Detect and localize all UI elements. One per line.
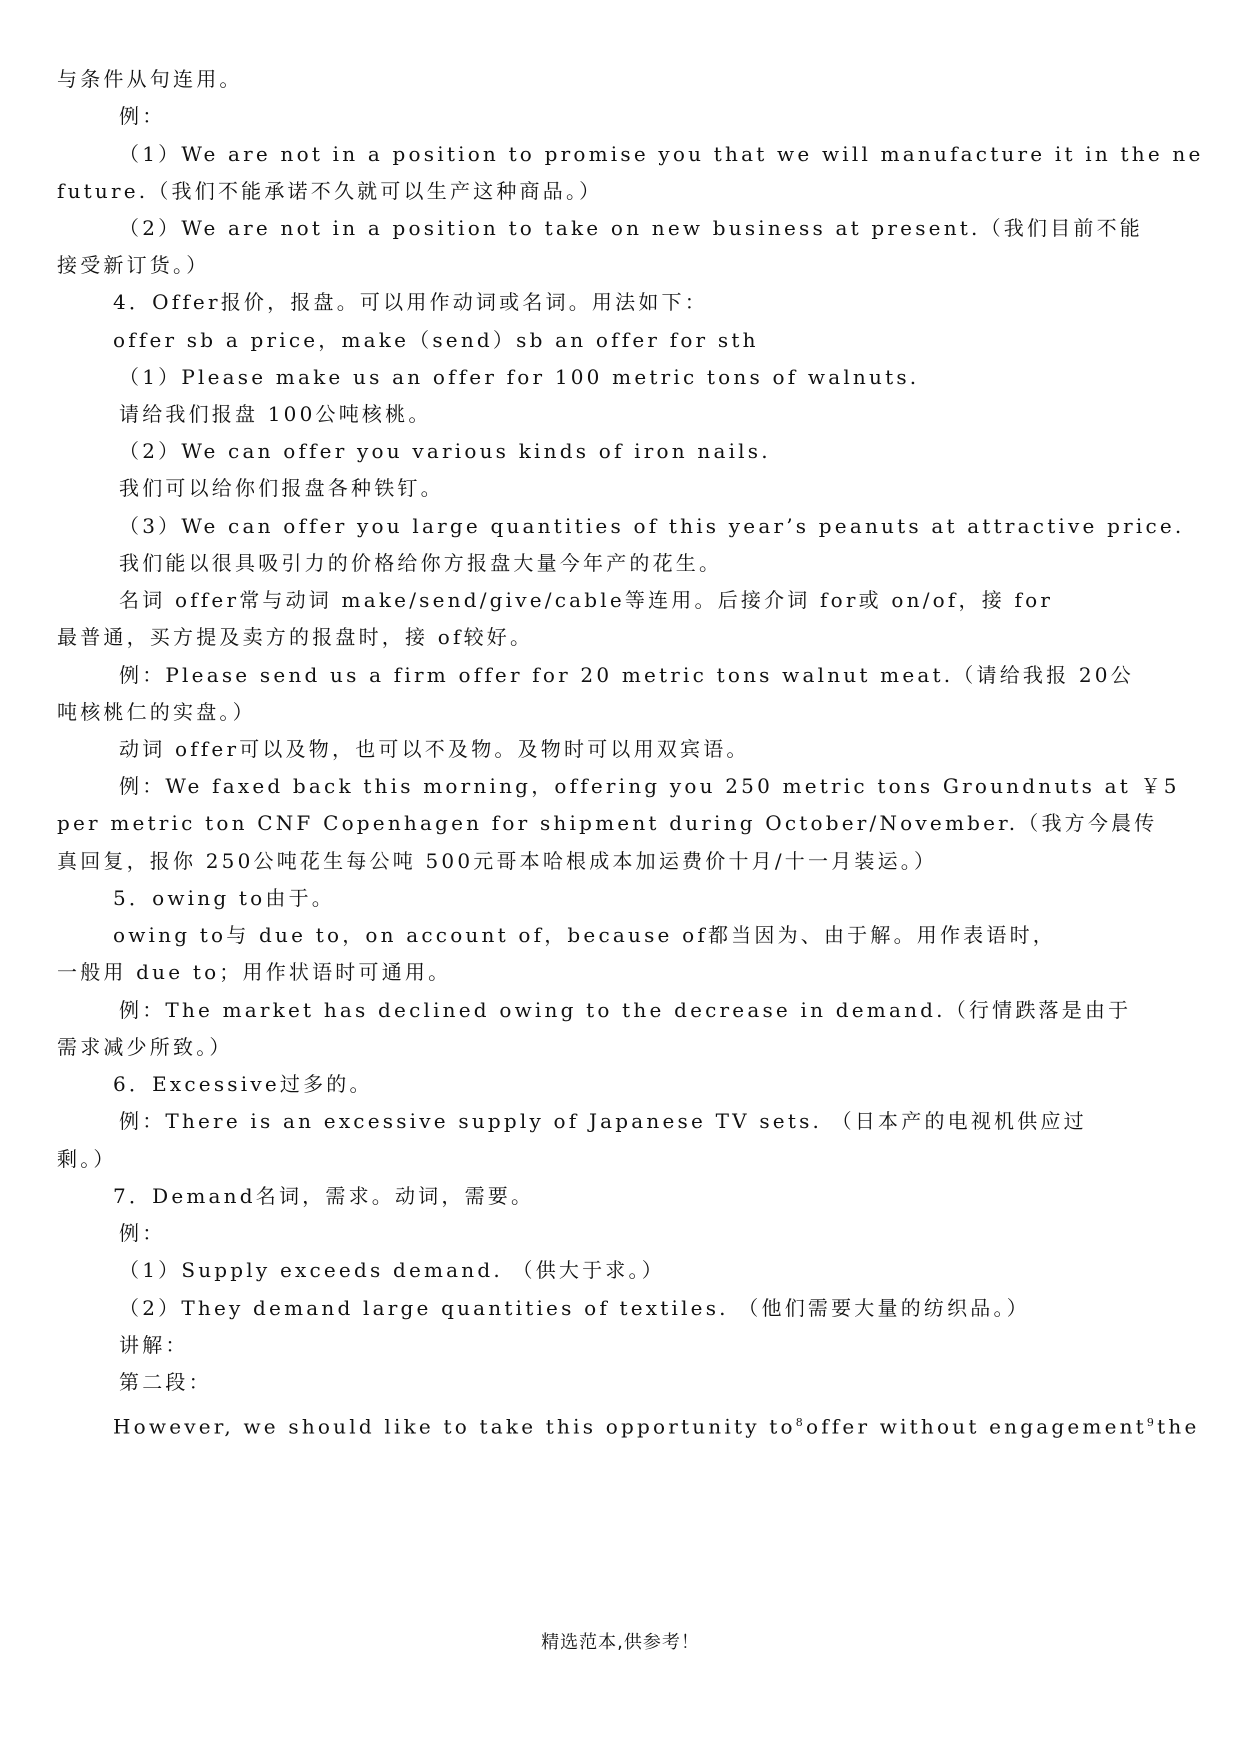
text-line: （2）They demand large quantities of textiles. （他们需要大量的纺织品。） [119, 1296, 1030, 1320]
text-line: offer sb a price，make（send）sb an offer for sth [113, 328, 759, 352]
page-footer: 精选范本,供参考！ [541, 1632, 700, 1653]
section-heading: 4．Offer报价，报盘。可以用作动词或名词。用法如下： [113, 290, 708, 314]
footnote-marker: 8 [795, 1416, 806, 1429]
section-heading: 6．Excessive过多的。 [113, 1072, 373, 1096]
footnote-marker: 9 [1146, 1416, 1158, 1429]
text-line: 剩。） [57, 1147, 117, 1171]
text-line: 请给我们报盘 100公吨核桃。 [119, 402, 432, 426]
text-line: 吨核桃仁的实盘。） [57, 700, 256, 724]
text-line: 第二段： [119, 1370, 212, 1394]
text-segment: the [1157, 1414, 1200, 1439]
text-line: （3）We can offer you large quantities of this year’s peanuts at attractive price. [119, 514, 1185, 538]
text-line: 例： [119, 104, 166, 128]
text-line: 讲解： [119, 1333, 189, 1357]
text-line: 需求减少所致。） [57, 1035, 233, 1059]
section-heading: 7．Demand名词，需求。动词，需要。 [113, 1184, 535, 1208]
text-line: （1）We are not in a position to promise you that we will manufacture it in the ne [119, 142, 1204, 166]
text-line: owing to与 due to，on account of，because of都当因为、由于解。用作表语时， [113, 923, 1056, 947]
text-line: 例：There is an excessive supply of Japanese TV sets. （日本产的电视机供应过 [119, 1109, 1087, 1133]
text-line: 一般用 due to；用作状语时可通用。 [57, 960, 452, 984]
text-line: （1）Supply exceeds demand. （供大于求。） [119, 1258, 665, 1282]
text-segment: offer without engagement [805, 1414, 1147, 1439]
text-line: （2）We can offer you various kinds of iron nails. [119, 439, 771, 463]
text-line: 我们能以很具吸引力的价格给你方报盘大量今年产的花生。 [119, 551, 723, 575]
text-line: future.（我们不能承诺不久就可以生产这种商品。） [57, 179, 603, 203]
text-line: per metric ton CNF Copenhagen for shipment during October/November.（我方今晨传 [57, 811, 1158, 835]
text-line: 与条件从句连用。 [57, 67, 243, 91]
section-heading: 5．owing to由于。 [113, 886, 336, 910]
text-segment: However, we should like to take this opportunity to [113, 1414, 796, 1439]
text-line: 接受新订货。） [57, 253, 210, 277]
text-line: 例：We faxed back this morning，offering you 250 metric tons Groundnuts at ￥5 [119, 774, 1180, 798]
text-line: 最普通，买方提及卖方的报盘时，接 of较好。 [57, 625, 534, 649]
text-line: 动词 offer可以及物，也可以不及物。及物时可以用双宾语。 [119, 737, 750, 761]
text-line: 名词 offer常与动词 make/send/give/cable等连用。后接介词 for或 on/of，接 for [119, 588, 1054, 612]
text-line: （1）Please make us an offer for 100 metric tons of walnuts. [119, 365, 920, 389]
text-line: （2）We are not in a position to take on new business at present.（我们目前不能 [119, 216, 1143, 240]
text-line: 我们可以给你们报盘各种铁钉。 [119, 476, 444, 500]
text-line: 例：The market has declined owing to the decrease in demand.（行情跌落是由于 [119, 998, 1132, 1022]
text-line: 真回复，报你 250公吨花生每公吨 500元哥本哈根成本加运费价十月/十一月装运。） [57, 849, 938, 873]
text-line: 例：Please send us a firm offer for 20 metric tons walnut meat.（请给我报 20公 [119, 663, 1134, 687]
text-line-last [0, 1402, 1241, 1444]
text-line: 例： [119, 1221, 166, 1245]
